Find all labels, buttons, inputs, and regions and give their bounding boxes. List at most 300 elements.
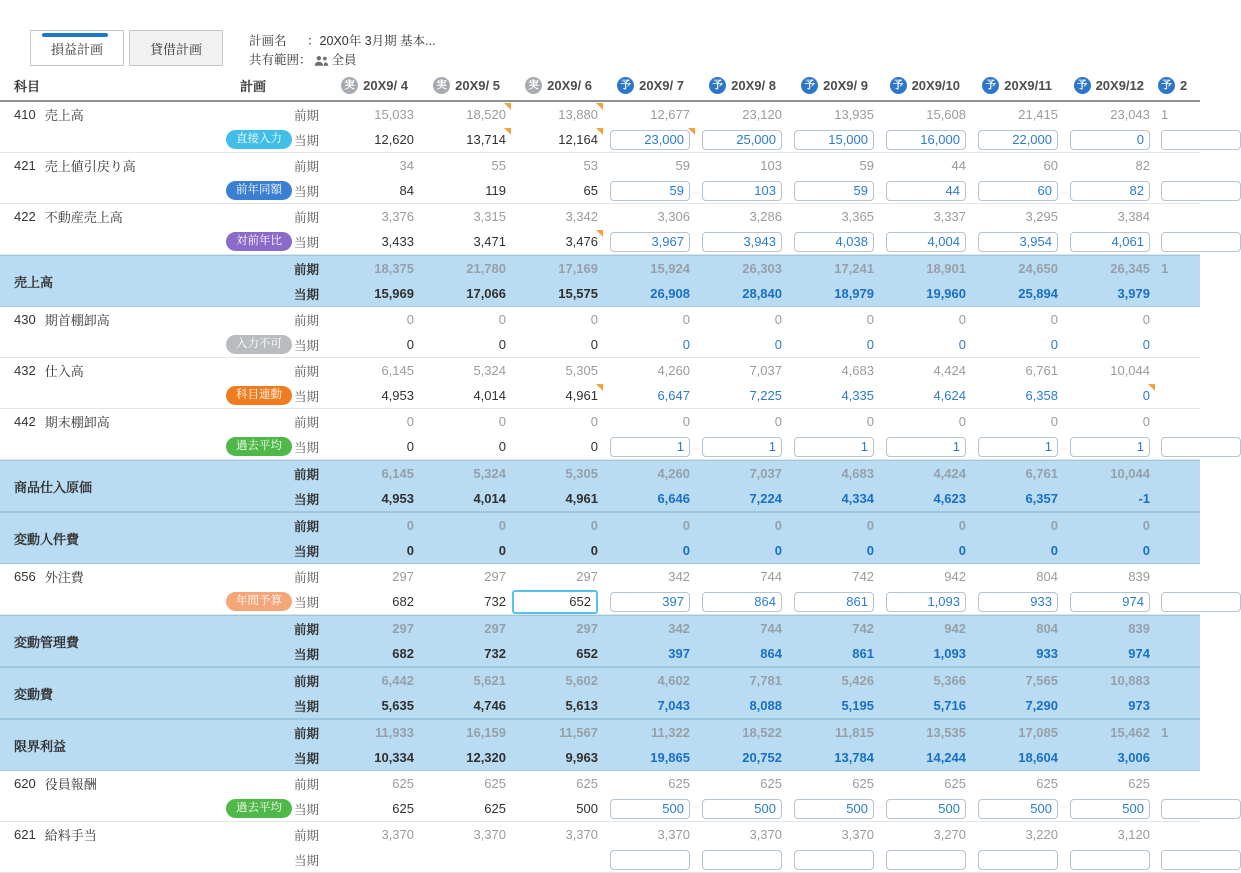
curr-value[interactable] [1156, 589, 1200, 614]
plan-method-badge[interactable]: 対前年比 [226, 232, 292, 252]
value-cell [696, 461, 788, 511]
forecast-input[interactable]: 500 [886, 799, 966, 819]
curr-value[interactable] [512, 589, 604, 614]
prev-value-text: 3,384 [1117, 209, 1150, 224]
curr-value[interactable] [420, 847, 512, 872]
curr-value[interactable] [880, 589, 972, 614]
curr-value[interactable] [880, 178, 972, 203]
plan-method-badge[interactable]: 直接入力 [226, 130, 292, 150]
plan-method-badge[interactable]: 年間予算 [226, 592, 292, 612]
curr-value[interactable] [604, 332, 696, 357]
prev-value-text: 18,522 [742, 725, 782, 740]
forecast-input[interactable] [1161, 592, 1241, 612]
summary-row [0, 719, 1200, 771]
forecast-input[interactable]: 861 [794, 592, 874, 612]
curr-value[interactable] [1156, 434, 1200, 459]
curr-value[interactable] [512, 229, 604, 254]
curr-value[interactable] [328, 434, 420, 459]
forecast-input[interactable]: 864 [702, 592, 782, 612]
forecast-input[interactable]: 16,000 [886, 130, 966, 150]
curr-value[interactable] [696, 332, 788, 357]
forecast-input[interactable]: 15,000 [794, 130, 874, 150]
prev-value [512, 153, 604, 178]
account-title [0, 153, 294, 178]
value-cell [420, 771, 512, 821]
curr-value[interactable] [328, 847, 420, 872]
curr-value[interactable] [880, 383, 972, 408]
forecast-input[interactable]: 82 [1070, 181, 1150, 201]
curr-value[interactable] [972, 332, 1064, 357]
account-row [0, 307, 1200, 358]
curr-value[interactable] [696, 589, 788, 614]
header-month-20X9/ 5 [420, 77, 512, 94]
prev-value [328, 307, 420, 332]
curr-value[interactable] [788, 847, 880, 872]
forecast-input[interactable]: 103 [702, 181, 782, 201]
value-cell [328, 668, 420, 718]
forecast-input[interactable] [794, 850, 874, 870]
note-marker-icon [688, 128, 695, 135]
prev-value-text: 0 [498, 414, 506, 429]
summary-name: 限界利益 [14, 738, 67, 754]
plan-method-badge[interactable]: 過去平均 [226, 799, 292, 819]
header-month-label: 20X9/ 7 [639, 77, 684, 93]
curr-value[interactable] [1156, 229, 1200, 254]
curr-value[interactable] [604, 796, 696, 821]
curr-value[interactable] [420, 332, 512, 357]
value-cell [696, 204, 788, 254]
prev-value [604, 256, 696, 281]
curr-value[interactable] [1064, 589, 1156, 614]
plan-method-line [0, 383, 294, 408]
curr-value[interactable] [696, 796, 788, 821]
forecast-input[interactable] [610, 850, 690, 870]
prev-value-text: 3,286 [749, 209, 782, 224]
prev-value [1064, 616, 1156, 641]
prev-value-text: 7,037 [749, 363, 782, 378]
curr-value[interactable] [972, 589, 1064, 614]
curr-value[interactable] [420, 229, 512, 254]
forecast-input[interactable]: 1 [794, 437, 874, 457]
prev-value [972, 720, 1064, 745]
prev-value-text: 0 [1050, 312, 1058, 327]
prev-value [788, 616, 880, 641]
value-cell [420, 358, 512, 408]
summary-value-text: 4,746 [473, 698, 506, 713]
curr-value[interactable] [1064, 434, 1156, 459]
prev-value [512, 822, 604, 847]
forecast-input[interactable]: 1,093 [886, 592, 966, 612]
plan-name-separator: ： [307, 34, 320, 48]
forecast-input[interactable]: 1 [886, 437, 966, 457]
prev-value [604, 461, 696, 486]
value-cell [880, 720, 972, 770]
prev-value [512, 307, 604, 332]
curr-value[interactable] [512, 434, 604, 459]
forecast-input[interactable] [1161, 181, 1241, 201]
curr-value[interactable] [1064, 332, 1156, 357]
prev-value [420, 204, 512, 229]
prev-value-text: 5,602 [565, 673, 598, 688]
value-cell [420, 102, 512, 152]
curr-value[interactable] [328, 383, 420, 408]
prev-value [512, 256, 604, 281]
plan-method-line [0, 127, 294, 152]
account-name: 不動産売上高 [44, 210, 123, 225]
prev-value [972, 307, 1064, 332]
curr-value[interactable] [788, 383, 880, 408]
actual-value-text: 500 [576, 801, 598, 816]
summary-value-text: 3,979 [1117, 286, 1150, 301]
curr-value[interactable] [328, 229, 420, 254]
value-cell [512, 409, 604, 459]
curr-value [696, 693, 788, 718]
prev-value [972, 822, 1064, 847]
prev-value-text: 103 [760, 158, 782, 173]
curr-value[interactable] [972, 127, 1064, 152]
actual-value-text: 13,714 [466, 132, 506, 147]
curr-value[interactable] [1064, 383, 1156, 408]
curr-value[interactable] [604, 434, 696, 459]
curr-value [328, 693, 420, 718]
curr-value[interactable] [420, 383, 512, 408]
curr-value[interactable] [972, 434, 1064, 459]
prev-value-text: 59 [675, 158, 690, 173]
account-title [0, 564, 294, 589]
account-name: 外注費 [44, 570, 84, 585]
curr-value[interactable] [604, 383, 696, 408]
forecast-input[interactable]: 500 [610, 799, 690, 819]
curr-value[interactable] [696, 127, 788, 152]
tab-profit-loss-plan[interactable]: 損益計画 [30, 30, 124, 66]
curr-period-label: 当期 [294, 133, 320, 148]
forecast-input[interactable]: 23,000 [610, 130, 690, 150]
curr-value[interactable] [1156, 383, 1200, 408]
prev-value-text: 744 [760, 569, 782, 584]
prev-value [420, 720, 512, 745]
value-cell [696, 153, 788, 203]
plan-method-badge[interactable]: 科目連動 [226, 386, 292, 406]
curr-value[interactable] [1064, 796, 1156, 821]
prev-value [1156, 102, 1200, 127]
curr-value[interactable] [1064, 847, 1156, 872]
prev-value-text: 342 [668, 569, 690, 584]
summary-value-text: 15,575 [558, 286, 598, 301]
prev-value-text: 297 [392, 621, 414, 636]
prev-value [788, 153, 880, 178]
curr-value[interactable] [1156, 127, 1200, 152]
curr-value[interactable] [1156, 847, 1200, 872]
account-code: 620 [14, 776, 36, 791]
prev-value [420, 358, 512, 383]
forecast-input[interactable] [1161, 232, 1241, 252]
prev-value [696, 771, 788, 796]
curr-value [696, 486, 788, 511]
curr-value[interactable] [328, 589, 420, 614]
forecast-badge-icon: 予 [890, 77, 907, 94]
curr-value[interactable] [788, 589, 880, 614]
curr-value [1064, 641, 1156, 666]
summary-value-text: 15,969 [374, 286, 414, 301]
curr-value[interactable] [512, 332, 604, 357]
prev-value [972, 564, 1064, 589]
forecast-input[interactable]: 1 [702, 437, 782, 457]
curr-value [1156, 693, 1200, 718]
curr-value[interactable] [696, 847, 788, 872]
curr-value [696, 538, 788, 563]
forecast-input[interactable]: 0 [1070, 130, 1150, 150]
prev-value [604, 720, 696, 745]
curr-value[interactable] [328, 796, 420, 821]
period-labels [294, 461, 328, 511]
prev-value-text: 18,901 [926, 261, 966, 276]
prev-value-text: 942 [944, 621, 966, 636]
prev-value [972, 409, 1064, 434]
forecast-input[interactable] [1070, 850, 1150, 870]
curr-value[interactable] [420, 178, 512, 203]
curr-value[interactable] [696, 383, 788, 408]
prev-value [696, 204, 788, 229]
prev-period-label: 前期 [294, 622, 320, 637]
forecast-input[interactable]: 4,004 [886, 232, 966, 252]
curr-value[interactable] [788, 229, 880, 254]
curr-value[interactable] [512, 178, 604, 203]
value-cell [328, 513, 420, 563]
prev-value-text: 4,424 [933, 363, 966, 378]
selected-cell[interactable]: 652 [512, 590, 598, 614]
plan-method-badge[interactable]: 前年同額 [226, 181, 292, 201]
plan-method-badge[interactable]: 過去平均 [226, 437, 292, 457]
curr-value [328, 641, 420, 666]
forecast-input[interactable]: 1 [978, 437, 1058, 457]
prev-value [972, 616, 1064, 641]
forecast-input[interactable]: 59 [610, 181, 690, 201]
curr-value[interactable] [880, 434, 972, 459]
prev-value-text: 3,365 [841, 209, 874, 224]
curr-value [788, 281, 880, 306]
share-scope-label: 共有範囲： [249, 53, 312, 68]
value-cell [604, 616, 696, 666]
prev-value [788, 307, 880, 332]
value-cell [972, 616, 1064, 666]
curr-value [972, 538, 1064, 563]
prev-value-text: 3,370 [841, 827, 874, 842]
curr-value [420, 641, 512, 666]
forecast-input[interactable] [1161, 437, 1241, 457]
forecast-input[interactable]: 1 [1070, 437, 1150, 457]
curr-value[interactable] [420, 796, 512, 821]
prev-value [1064, 153, 1156, 178]
forecast-input[interactable]: 1 [610, 437, 690, 457]
forecast-input[interactable]: 22,000 [978, 130, 1058, 150]
curr-value [604, 538, 696, 563]
actual-value-text: 0 [406, 337, 414, 352]
curr-value[interactable] [1156, 178, 1200, 203]
prev-period-label: 前期 [294, 210, 320, 225]
curr-value[interactable] [696, 178, 788, 203]
forecast-input[interactable]: 500 [794, 799, 874, 819]
curr-value[interactable] [512, 127, 604, 152]
forecast-input[interactable] [978, 850, 1058, 870]
curr-value[interactable] [1064, 127, 1156, 152]
actual-value-text: 3,433 [381, 234, 414, 249]
value-cell [1064, 771, 1156, 821]
prev-value [512, 668, 604, 693]
curr-value[interactable] [328, 332, 420, 357]
value-cell [1064, 358, 1156, 408]
account-code: 656 [14, 569, 36, 584]
prev-value-text: 5,324 [473, 466, 506, 481]
actual-value-text: 625 [392, 801, 414, 816]
prev-value [696, 668, 788, 693]
period-labels [294, 564, 328, 614]
value-cell [512, 358, 604, 408]
forecast-input[interactable]: 3,954 [978, 232, 1058, 252]
curr-value[interactable] [972, 383, 1064, 408]
prev-value-text: 59 [859, 158, 874, 173]
curr-value[interactable] [880, 127, 972, 152]
prev-value [604, 822, 696, 847]
value-cell [420, 616, 512, 666]
prev-value-text: 0 [774, 518, 782, 533]
forecast-input[interactable]: 3,967 [610, 232, 690, 252]
curr-period-label: 当期 [294, 338, 320, 353]
prev-value [328, 668, 420, 693]
forecast-input[interactable]: 4,038 [794, 232, 874, 252]
prev-value [972, 461, 1064, 486]
curr-value[interactable] [604, 589, 696, 614]
curr-value[interactable] [1156, 332, 1200, 357]
curr-value[interactable] [880, 847, 972, 872]
curr-value[interactable] [972, 229, 1064, 254]
curr-value [972, 693, 1064, 718]
curr-value [788, 486, 880, 511]
curr-value[interactable] [512, 383, 604, 408]
forecast-input[interactable]: 3,943 [702, 232, 782, 252]
forecast-input[interactable] [886, 850, 966, 870]
curr-value[interactable] [788, 332, 880, 357]
account-cell [0, 409, 294, 459]
value-cell [604, 409, 696, 459]
curr-value[interactable] [420, 434, 512, 459]
curr-value[interactable] [788, 178, 880, 203]
curr-value[interactable] [1156, 796, 1200, 821]
value-cell [880, 409, 972, 459]
forecast-input[interactable]: 500 [978, 799, 1058, 819]
actual-value-text: 0 [590, 439, 598, 454]
forecast-input[interactable]: 974 [1070, 592, 1150, 612]
curr-value [328, 486, 420, 511]
account-title [0, 102, 294, 127]
curr-value[interactable] [512, 847, 604, 872]
curr-value[interactable] [696, 229, 788, 254]
forecast-input[interactable]: 397 [610, 592, 690, 612]
curr-value[interactable] [604, 127, 696, 152]
curr-value[interactable] [880, 332, 972, 357]
summary-value-text: 4,961 [565, 491, 598, 506]
curr-value[interactable] [328, 127, 420, 152]
prev-value-text: 1 [1161, 725, 1169, 740]
forecast-input[interactable] [702, 850, 782, 870]
curr-value[interactable] [604, 229, 696, 254]
summary-value-text: 7,290 [1025, 698, 1058, 713]
actual-value-text: 3,476 [565, 234, 598, 249]
curr-value[interactable] [788, 796, 880, 821]
value-cell [1064, 564, 1156, 614]
header-month-20X9/ 8 [696, 77, 788, 94]
prev-value [880, 204, 972, 229]
curr-value[interactable] [604, 178, 696, 203]
curr-value[interactable] [512, 796, 604, 821]
curr-value[interactable] [972, 796, 1064, 821]
forecast-input[interactable]: 25,000 [702, 130, 782, 150]
curr-value[interactable] [972, 847, 1064, 872]
account-row [0, 564, 1200, 615]
value-cell [972, 204, 1064, 254]
forecast-input[interactable] [1161, 799, 1241, 819]
tab-balance-plan[interactable]: 貸借計画 [129, 30, 223, 66]
actual-value-text: 84 [399, 183, 414, 198]
forecast-input[interactable]: 4,061 [1070, 232, 1150, 252]
prev-value-text: 5,366 [933, 673, 966, 688]
account-cell [0, 564, 294, 614]
forecast-input[interactable] [1161, 130, 1241, 150]
curr-period-label: 当期 [294, 853, 320, 868]
curr-value [512, 693, 604, 718]
curr-value[interactable] [788, 127, 880, 152]
value-cell [420, 153, 512, 203]
prev-value-text: 6,145 [381, 363, 414, 378]
curr-value[interactable] [1064, 229, 1156, 254]
plan-method-badge[interactable]: 入力不可 [226, 335, 292, 355]
value-cell [328, 204, 420, 254]
prev-value-text: 7,781 [749, 673, 782, 688]
header-plan-label: 計画 [240, 78, 267, 94]
prev-value-text: 0 [1050, 518, 1058, 533]
curr-value[interactable] [880, 796, 972, 821]
forecast-input[interactable]: 59 [794, 181, 874, 201]
curr-value[interactable] [1064, 178, 1156, 203]
forecast-input[interactable]: 44 [886, 181, 966, 201]
curr-value[interactable] [420, 127, 512, 152]
prev-value [420, 307, 512, 332]
forecast-badge-icon: 予 [1158, 77, 1175, 94]
header-month-label: 2 [1180, 77, 1188, 93]
curr-value[interactable] [420, 589, 512, 614]
curr-value[interactable] [972, 178, 1064, 203]
forecast-input[interactable]: 500 [702, 799, 782, 819]
curr-value[interactable] [880, 229, 972, 254]
curr-value[interactable] [788, 434, 880, 459]
header-month-20X9/ 4 [328, 77, 420, 94]
prev-value [328, 616, 420, 641]
curr-value[interactable] [696, 434, 788, 459]
curr-value[interactable] [604, 847, 696, 872]
summary-name-cell [0, 461, 294, 511]
forecast-input[interactable]: 500 [1070, 799, 1150, 819]
forecast-input[interactable] [1161, 850, 1241, 870]
prev-value [696, 822, 788, 847]
curr-value[interactable] [328, 178, 420, 203]
forecast-input[interactable]: 60 [978, 181, 1058, 201]
forecast-badge-icon: 予 [709, 77, 726, 94]
prev-value-text: 0 [498, 518, 506, 533]
period-labels [294, 668, 328, 718]
prev-value-text: 297 [484, 621, 506, 636]
actual-value-text: 0 [498, 337, 506, 352]
forecast-input[interactable]: 933 [978, 592, 1058, 612]
account-row [0, 358, 1200, 409]
